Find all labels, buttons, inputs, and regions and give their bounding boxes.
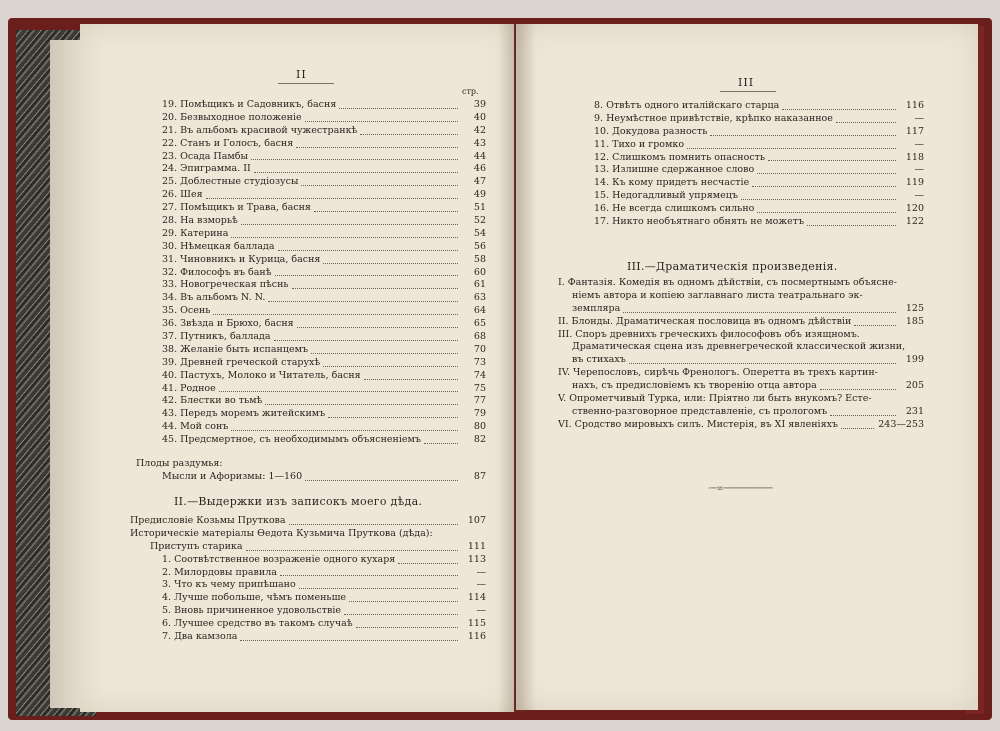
toc-entry xyxy=(130,579,486,592)
toc-entry xyxy=(130,631,486,644)
dramatic-entry-line xyxy=(558,393,924,406)
dramatic-entry-line xyxy=(558,341,924,354)
right-page xyxy=(516,24,978,710)
toc-entry-page: 58 xyxy=(473,253,486,265)
toc-entry xyxy=(130,515,486,528)
dot-leader xyxy=(398,563,458,564)
toc-entry xyxy=(594,177,924,190)
toc-entry-page: 56 xyxy=(473,240,486,252)
dramatic-entry-text: Драматическая сцена изъ древнегреческой классической жизни, xyxy=(572,341,906,353)
dramatic-entry-page: 185 xyxy=(905,315,924,327)
toc-entry xyxy=(162,125,486,138)
toc-entry-page: — xyxy=(476,579,486,591)
page-stack-edge xyxy=(50,40,84,708)
dot-leader xyxy=(219,391,458,392)
toc-entry-title: 20. Безвыходное положеніе xyxy=(162,111,302,123)
toc-entry xyxy=(594,216,924,229)
toc-entry xyxy=(594,152,924,165)
plody-entry: Мысли и Афоризмы: 1—160 87 xyxy=(162,470,486,482)
dot-leader xyxy=(296,147,458,148)
toc-entry-page: 115 xyxy=(467,618,486,630)
toc-entry xyxy=(162,254,486,267)
toc-entry xyxy=(162,138,486,151)
dot-leader xyxy=(314,211,458,212)
plody-heading: Плоды раздумья: xyxy=(136,457,223,469)
dramatic-entry-line xyxy=(558,290,924,303)
dot-leader xyxy=(757,173,896,174)
toc-entry xyxy=(130,605,486,618)
dot-leader xyxy=(297,327,458,328)
dot-leader xyxy=(206,198,458,199)
dramatic-toc-list xyxy=(558,277,924,432)
dot-leader xyxy=(289,524,458,525)
toc-entry-page: 54 xyxy=(473,227,486,239)
section3-heading: III.—Драматическія произведенія. xyxy=(627,260,838,273)
left-page xyxy=(80,24,514,712)
dramatic-entry-text: II. Блонды. Драматическая пословица въ одномъ дѣйствіи xyxy=(558,315,852,327)
toc-entry-title: Предисловіе Козьмы Пруткова xyxy=(130,514,286,526)
toc-entry-page: 80 xyxy=(473,421,486,433)
toc-entry xyxy=(162,434,486,447)
toc-entry xyxy=(130,618,486,631)
toc-entry-title: 12. Слишкомъ помнить опасность xyxy=(594,151,766,163)
toc-entry-page: 40 xyxy=(473,111,486,123)
dramatic-entry-page: 231 xyxy=(905,405,924,417)
toc-entry-title: 10. Докудова разность xyxy=(594,125,708,137)
dot-leader xyxy=(254,172,458,173)
end-flourish: ·─∞───────── xyxy=(708,484,773,494)
left-page-number: II xyxy=(296,68,307,81)
toc-entry-page: 61 xyxy=(473,279,486,291)
dot-leader xyxy=(265,404,458,405)
toc-entry-page: — xyxy=(476,566,486,578)
toc-entry-title: 23. Осада Памбы xyxy=(162,150,249,162)
dot-leader xyxy=(311,353,458,354)
toc-entry-title: 14. Къ кому придетъ несчастіе xyxy=(594,177,750,189)
dot-leader xyxy=(278,250,458,251)
toc-entry-page: 116 xyxy=(467,631,486,642)
dramatic-entry-text: нахъ, съ предисловіемъ къ творенію отца автора xyxy=(572,380,817,392)
dot-leader xyxy=(356,627,458,628)
toc-entry-title: 41. Родное xyxy=(162,382,216,394)
dot-leader xyxy=(213,314,458,315)
dot-leader xyxy=(328,417,458,418)
dot-leader xyxy=(323,366,458,367)
toc-entry xyxy=(162,357,486,370)
toc-entry-page: — xyxy=(914,190,924,202)
dot-leader xyxy=(782,109,896,110)
dot-leader xyxy=(854,325,896,326)
dot-leader xyxy=(268,301,458,302)
toc-entry-title: 32. Философъ въ банѣ xyxy=(162,266,272,278)
toc-entry xyxy=(130,567,486,580)
toc-entry-title: Историческіе матеріалы Ѳедота Кузьмича Пруткова (дѣда): xyxy=(130,527,433,539)
dramatic-entry-page: 243—253 xyxy=(878,418,924,430)
toc-entry xyxy=(162,241,486,254)
dramatic-entry-text: ственно-разговорное представленіе, съ прологомъ xyxy=(572,405,828,417)
toc-entry-title: 22. Станъ и Голосъ, басня xyxy=(162,137,294,149)
toc-entry-title: 38. Желаніе быть испанцемъ xyxy=(162,343,309,355)
toc-entry-title: 29. Катерина xyxy=(162,227,229,239)
toc-entry-title: 24. Эпиграмма. II xyxy=(162,163,251,175)
toc-entry-title: 34. Въ альбомъ N. N. xyxy=(162,292,266,304)
toc-entry xyxy=(162,305,486,318)
dramatic-entry-page: 199 xyxy=(905,354,924,366)
dramatic-entry-text: IV. Черепословъ, сирѣчь Френологъ. Оперетта въ трехъ картин- xyxy=(558,367,878,379)
dot-leader xyxy=(240,640,458,641)
toc-entry-page: 60 xyxy=(473,266,486,278)
toc-entry xyxy=(162,99,486,112)
toc-entry xyxy=(162,318,486,331)
dramatic-entry-line xyxy=(558,380,924,393)
left-str-label: стр. xyxy=(462,87,479,96)
dot-leader xyxy=(305,121,458,122)
toc-entry-page: 116 xyxy=(905,99,924,111)
toc-entry xyxy=(594,164,924,177)
dot-leader xyxy=(741,199,896,200)
toc-entry-title: 36. Звѣзда и Брюхо, басня xyxy=(162,318,294,330)
plody-block xyxy=(136,458,486,484)
dramatic-entry-line xyxy=(558,316,924,329)
dot-leader xyxy=(360,134,458,135)
toc-entry-page: 43 xyxy=(473,137,486,149)
toc-entry-page: 46 xyxy=(473,163,486,175)
right-header-rule xyxy=(720,91,776,92)
section2-toc-list xyxy=(130,515,486,644)
toc-entry xyxy=(162,189,486,202)
dramatic-entry-page: 125 xyxy=(905,302,924,314)
toc-entry-page: 111 xyxy=(467,540,486,552)
dot-leader xyxy=(349,601,458,602)
dramatic-entry-line xyxy=(558,354,924,367)
toc-entry xyxy=(594,100,924,113)
toc-entry-page: — xyxy=(914,138,924,150)
toc-entry xyxy=(162,331,486,344)
dot-leader xyxy=(241,224,458,225)
dramatic-entry-text: I. Фантазія. Комедія въ одномъ дѣйствіи, съ посмертнымъ объясне- xyxy=(558,276,897,288)
toc-entry xyxy=(162,112,486,125)
toc-entry xyxy=(162,202,486,215)
toc-entry-page: 79 xyxy=(473,408,486,420)
dot-leader xyxy=(623,312,896,313)
toc-entry-page: 51 xyxy=(473,202,486,214)
dot-leader xyxy=(231,237,458,238)
toc-entry-page: 44 xyxy=(473,150,486,162)
toc-entry-title: 19. Помѣщикъ и Садовникъ, басня xyxy=(162,98,337,110)
toc-entry-title: 44. Мой сонъ xyxy=(162,421,229,433)
left-toc-list xyxy=(162,99,486,447)
toc-entry-title: 6. Лучшее средство въ такомъ случаѣ xyxy=(162,618,353,630)
toc-entry xyxy=(162,292,486,305)
toc-entry-title: 26. Шея xyxy=(162,189,203,201)
dramatic-entry-text: VI. Сродство мировыхъ силъ. Мистерія, въ XI явленіяхъ xyxy=(558,418,838,430)
toc-entry-title: 21. Въ альбомъ красивой чужестранкѣ xyxy=(162,124,358,136)
toc-entry xyxy=(162,370,486,383)
toc-entry-title: 15. Недогадливый упрямецъ xyxy=(594,190,738,202)
toc-entry-title: 45. Предсмертное, съ необходимымъ объясненіемъ xyxy=(162,434,421,446)
dot-leader xyxy=(301,185,458,186)
toc-entry xyxy=(162,383,486,396)
toc-entry-title: 31. Чиновникъ и Курица, басня xyxy=(162,253,321,265)
toc-entry xyxy=(130,592,486,605)
toc-entry-title: 8. Отвѣтъ одного италійскаго старца xyxy=(594,99,780,111)
toc-entry-page: 70 xyxy=(473,343,486,355)
dramatic-entry-page: 205 xyxy=(905,380,924,392)
toc-entry-page: 63 xyxy=(473,292,486,304)
dot-leader xyxy=(251,159,458,160)
dot-leader xyxy=(275,275,459,276)
dramatic-entry-line xyxy=(558,329,924,342)
toc-entry xyxy=(162,279,486,292)
toc-entry xyxy=(162,228,486,241)
toc-entry-page: 39 xyxy=(473,98,486,110)
toc-entry-page: 47 xyxy=(473,176,486,188)
toc-entry-title: 28. На взморьѣ xyxy=(162,215,238,226)
dot-leader xyxy=(364,379,458,380)
toc-entry-title: 35. Осень xyxy=(162,305,211,317)
dramatic-entry-line xyxy=(558,303,924,316)
toc-entry-page: 75 xyxy=(473,382,486,394)
toc-entry xyxy=(130,554,486,567)
toc-entry-page: 120 xyxy=(905,203,924,215)
toc-entry xyxy=(162,408,486,421)
dot-leader xyxy=(246,550,458,551)
toc-entry-page: 64 xyxy=(473,305,486,317)
dot-leader xyxy=(687,148,896,149)
toc-entry-title: 25. Доблестные студіозусы xyxy=(162,176,299,188)
dramatic-entry-text: ніемъ автора и копіею заглавнаго листа театральнаго эк- xyxy=(572,289,863,301)
toc-entry-title: 1. Соотвѣтственное возраженіе одного кухаря xyxy=(162,553,396,565)
toc-entry-page: 119 xyxy=(905,177,924,189)
dot-leader xyxy=(231,430,458,431)
toc-entry-title: 37. Путникъ, баллада xyxy=(162,331,271,343)
right-page-number: III xyxy=(738,76,755,89)
toc-entry-title: 16. Не всегда слишкомъ сильно xyxy=(594,203,755,215)
toc-entry-title: 4. Лучше побольше, чѣмъ поменьше xyxy=(162,592,347,604)
dot-leader xyxy=(274,340,458,341)
toc-entry-title: 43. Передъ моремъ житейскимъ xyxy=(162,408,326,420)
toc-entry-title: 17. Никто необъятнаго обнять не можетъ xyxy=(594,216,805,227)
dramatic-entry-line xyxy=(558,419,924,432)
dot-leader xyxy=(292,288,458,289)
toc-entry xyxy=(594,203,924,216)
dramatic-entry-text: земпляра xyxy=(572,302,621,314)
dramatic-entry-line xyxy=(558,277,924,290)
toc-entry xyxy=(162,176,486,189)
toc-entry-page: — xyxy=(476,605,486,617)
toc-entry-page: 49 xyxy=(473,189,486,201)
toc-entry-page: 68 xyxy=(473,331,486,343)
dot-leader xyxy=(841,428,874,429)
toc-entry-page: 42 xyxy=(473,124,486,136)
dramatic-entry-text: въ стихахъ xyxy=(572,354,626,366)
toc-entry-page: — xyxy=(914,112,924,124)
dot-leader xyxy=(757,212,896,213)
right-toc-list xyxy=(594,100,924,229)
dot-leader xyxy=(323,263,458,264)
toc-entry xyxy=(162,421,486,434)
toc-entry-title: 7. Два камзола xyxy=(162,631,238,642)
toc-entry xyxy=(162,215,486,228)
toc-entry-page: 77 xyxy=(473,395,486,407)
toc-entry xyxy=(162,395,486,408)
toc-entry xyxy=(594,190,924,203)
dramatic-entry-text: V. Опрометчивый Турка, или: Пріятно ли быть внукомъ? Есте- xyxy=(558,393,872,404)
toc-entry xyxy=(162,151,486,164)
toc-entry-title: 11. Тихо и громко xyxy=(594,138,685,150)
dot-leader xyxy=(807,225,896,226)
toc-entry-page: 107 xyxy=(467,514,486,526)
toc-entry-page: 74 xyxy=(473,369,486,381)
toc-entry xyxy=(130,528,486,541)
toc-entry-page: 122 xyxy=(905,216,924,227)
dot-leader xyxy=(344,614,458,615)
toc-entry-title: 39. Древней греческой старухѣ xyxy=(162,356,321,368)
toc-entry-title: 2. Милордовы правила xyxy=(162,566,277,578)
dramatic-entry-line xyxy=(558,367,924,380)
dot-leader xyxy=(820,389,896,390)
dot-leader xyxy=(280,575,458,576)
toc-entry xyxy=(162,267,486,280)
dot-leader xyxy=(339,108,458,109)
toc-entry xyxy=(162,163,486,176)
toc-entry xyxy=(594,139,924,152)
toc-entry xyxy=(594,113,924,126)
toc-entry-title: 30. Нѣмецкая баллада xyxy=(162,240,275,252)
toc-entry-title: 27. Помѣщикъ и Трава, басня xyxy=(162,202,311,214)
toc-entry-page: 114 xyxy=(467,592,486,604)
toc-entry xyxy=(130,541,486,554)
section2-heading: II.—Выдержки изъ записокъ моего дѣда. xyxy=(174,495,423,508)
toc-entry-page: 73 xyxy=(473,356,486,368)
toc-entry-page: — xyxy=(914,164,924,176)
dot-leader xyxy=(299,588,458,589)
toc-entry xyxy=(594,126,924,139)
toc-entry-title: Приступъ старика xyxy=(150,540,243,552)
dot-leader xyxy=(752,186,896,187)
dot-leader xyxy=(768,160,896,161)
dot-leader xyxy=(836,122,896,123)
toc-entry xyxy=(162,344,486,357)
dot-leader xyxy=(629,363,896,364)
toc-entry-title: 9. Неумѣстное привѣтствіе, крѣпко наказанное xyxy=(594,112,833,124)
dramatic-entry-line xyxy=(558,406,924,419)
dot-leader xyxy=(424,443,458,444)
dot-leader xyxy=(830,415,896,416)
toc-entry-title: 40. Пастухъ, Молоко и Читатель, басня xyxy=(162,369,361,381)
dramatic-entry-text: III. Споръ древнихъ греческихъ философовъ объ изящномъ. xyxy=(558,328,860,340)
toc-entry-page: 117 xyxy=(905,125,924,137)
left-header-rule xyxy=(278,83,334,84)
toc-entry-page: 82 xyxy=(473,434,486,446)
toc-entry-page: 52 xyxy=(473,215,486,226)
toc-entry-title: 42. Блестки во тьмѣ xyxy=(162,395,263,407)
toc-entry-title: 3. Что къ чему припѣшано xyxy=(162,579,296,591)
dot-leader xyxy=(710,135,896,136)
toc-entry-page: 65 xyxy=(473,318,486,330)
toc-entry-title: 33. Новогреческая пѣснь xyxy=(162,279,289,291)
toc-entry-page: 113 xyxy=(467,553,486,565)
toc-entry-title: 5. Вновь причиненное удовольствіе xyxy=(162,605,342,617)
toc-entry-page: 118 xyxy=(905,151,924,163)
toc-entry-title: 13. Излишне сдержанное слово xyxy=(594,164,755,176)
